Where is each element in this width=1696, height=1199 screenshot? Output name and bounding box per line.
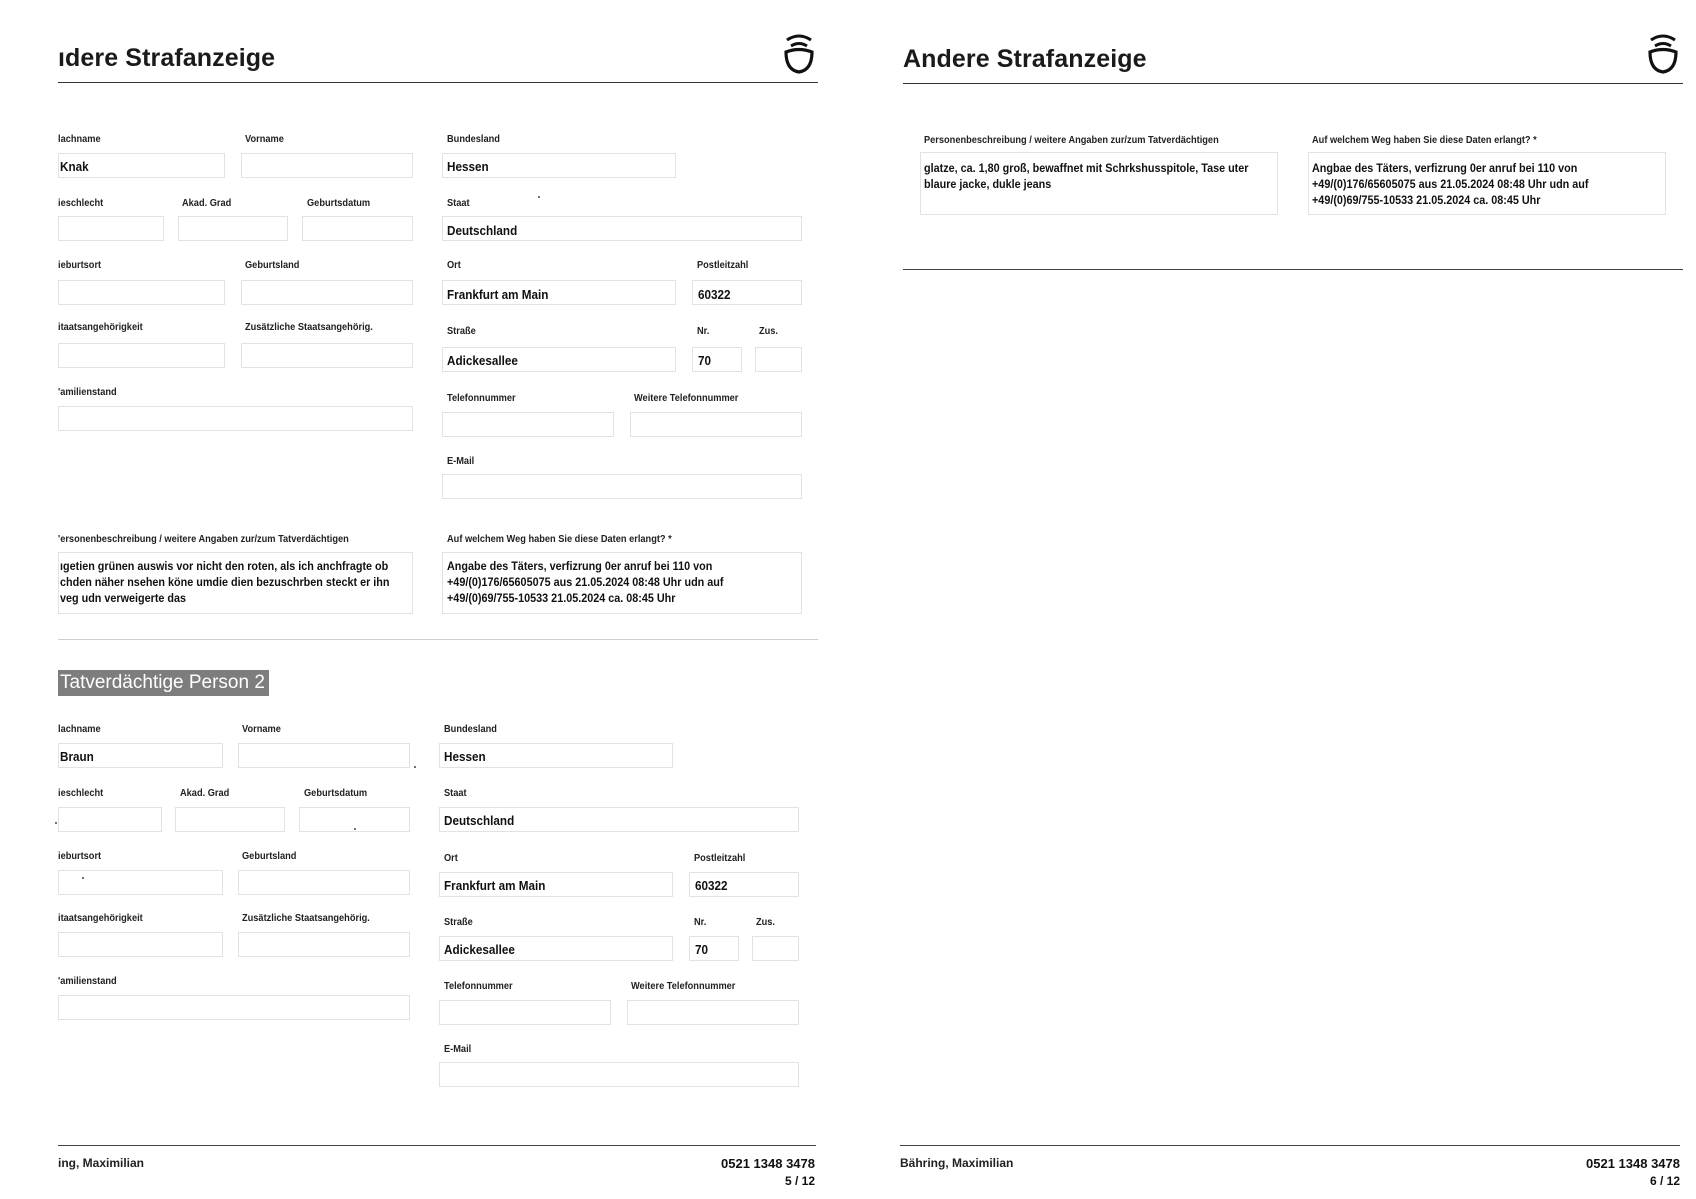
label-beschreibung: Personenbeschreibung / weitere Angaben zur/zum Tatverdächtigen xyxy=(924,134,1219,146)
label-email: E-Mail xyxy=(447,455,475,467)
label-staat: Staat xyxy=(444,787,467,799)
strasse-value: Adickesallee xyxy=(447,353,518,368)
footer-rule xyxy=(58,1145,816,1146)
datenweg-text: Angbae des Täters, verfizrung 0er anruf bei 110 von +49/(0)176/65605075 aus 21.05.2024 08:48 Uhr udn auf +49/(0)69/755-10533 21.05.2024 ca. 08:45 Uhr xyxy=(1312,161,1589,207)
label-nr: Nr. xyxy=(694,916,707,928)
label-weitere-telefon: Weitere Telefonnummer xyxy=(631,980,736,992)
label-geschlecht: ieschlecht xyxy=(58,197,104,209)
label-ort: Ort xyxy=(444,852,458,864)
scan-speck xyxy=(414,766,416,768)
label-zus: Zus. xyxy=(759,325,779,337)
telefon-field[interactable] xyxy=(442,412,614,437)
footer-phone-number: 0521 1348 3478 xyxy=(721,1156,815,1171)
beschreibung-text: ıgetien grünen auswis vor nicht den roten, als ich anchfragte ob chden näher nsehen köne umdie dien bezuschrben steckt er ihn veg udn verweigerte das xyxy=(60,559,390,605)
police-logo-icon xyxy=(1645,32,1681,74)
weitere-telefon-field[interactable] xyxy=(627,1000,799,1025)
document-page-5 xyxy=(0,0,830,1199)
label-postleitzahl: Postleitzahl xyxy=(694,852,746,864)
datenweg-text: Angabe des Täters, verfizrung 0er anruf bei 110 von +49/(0)176/65605075 aus 21.05.2024 08:48 Uhr udn auf +49/(0)69/755-10533 21.05.2024 ca. 08:45 Uhr xyxy=(447,559,724,605)
label-telefon: Telefonnummer xyxy=(447,392,516,404)
scan-speck xyxy=(354,828,356,830)
label-familienstand: 'amilienstand xyxy=(58,975,117,987)
geschlecht-field[interactable] xyxy=(58,807,162,832)
label-geburtsort: ieburtsort xyxy=(58,259,102,271)
label-familienstand: 'amilienstand xyxy=(58,386,117,398)
scan-speck xyxy=(55,822,57,824)
title-rule xyxy=(58,82,818,83)
section-separator xyxy=(903,269,1683,270)
label-bundesland: Bundesland xyxy=(444,723,497,735)
label-telefon: Telefonnummer xyxy=(444,980,513,992)
postleitzahl-value: 60322 xyxy=(695,878,728,893)
zus-field[interactable] xyxy=(752,936,799,961)
geburtsland-field[interactable] xyxy=(238,870,410,895)
footer-rule xyxy=(900,1145,1680,1146)
staatsangehoerigkeit-field[interactable] xyxy=(58,343,225,368)
bundesland-value: Hessen xyxy=(447,159,489,174)
label-strasse: Straße xyxy=(444,916,473,928)
ort-value: Frankfurt am Main xyxy=(447,287,549,302)
label-staat: Staat xyxy=(447,197,470,209)
label-strasse: Straße xyxy=(447,325,476,337)
label-datenweg: Auf welchem Weg haben Sie diese Daten erlangt? * xyxy=(447,533,672,545)
page-title: ıdere Strafanzeige xyxy=(58,44,276,72)
section-separator xyxy=(58,639,818,640)
label-geburtsland: Geburtsland xyxy=(242,850,297,862)
footer-page-number: 5 / 12 xyxy=(784,1174,815,1188)
label-postleitzahl: Postleitzahl xyxy=(697,259,749,271)
label-nr: Nr. xyxy=(697,325,710,337)
akad-grad-field[interactable] xyxy=(178,216,288,241)
geburtsdatum-field[interactable] xyxy=(302,216,413,241)
label-akad-grad: Akad. Grad xyxy=(180,787,230,799)
nachname-value: Braun xyxy=(60,749,94,764)
label-zus: Zus. xyxy=(756,916,776,928)
label-geburtsort: ieburtsort xyxy=(58,850,102,862)
page-title: Andere Strafanzeige xyxy=(903,45,1147,73)
nachname-value: Knak xyxy=(60,159,89,174)
zus-staatsangehoerigkeit-field[interactable] xyxy=(238,932,410,957)
label-vorname: Vorname xyxy=(242,723,281,735)
beschreibung-text: glatze, ca. 1,80 groß, bewaffnet mit Schrkshusspitole, Tase uter blaure jacke, dukle jeans xyxy=(924,161,1249,191)
footer-author-name: ing, Maximilian xyxy=(58,1156,145,1170)
police-logo-icon xyxy=(781,32,817,74)
label-ort: Ort xyxy=(447,259,461,271)
footer-author-name: Bähring, Maximilian xyxy=(900,1156,1014,1170)
geschlecht-field[interactable] xyxy=(58,216,164,241)
geburtsland-field[interactable] xyxy=(241,280,413,305)
label-zus-staatsangehoerigkeit: Zusätzliche Staatsangehörig. xyxy=(245,321,373,333)
label-email: E-Mail xyxy=(444,1043,472,1055)
label-beschreibung: 'ersonenbeschreibung / weitere Angaben zur/zum Tatverdächtigen xyxy=(58,533,349,545)
weitere-telefon-field[interactable] xyxy=(630,412,802,437)
footer-phone-number: 0521 1348 3478 xyxy=(1586,1156,1680,1171)
geburtsort-field[interactable] xyxy=(58,870,223,895)
familienstand-field[interactable] xyxy=(58,995,410,1020)
label-geschlecht: ieschlecht xyxy=(58,787,104,799)
staatsangehoerigkeit-field[interactable] xyxy=(58,932,223,957)
email-field[interactable] xyxy=(442,474,802,499)
label-bundesland: Bundesland xyxy=(447,133,500,145)
label-datenweg: Auf welchem Weg haben Sie diese Daten erlangt? * xyxy=(1312,134,1537,146)
label-geburtsdatum: Geburtsdatum xyxy=(304,787,368,799)
scan-speck xyxy=(82,877,84,879)
label-geburtsdatum: Geburtsdatum xyxy=(307,197,371,209)
document-page-6 xyxy=(880,0,1696,1199)
strasse-value: Adickesallee xyxy=(444,942,515,957)
footer-page-number: 6 / 12 xyxy=(1649,1174,1680,1188)
vorname-field[interactable] xyxy=(238,743,410,768)
label-staatsangehoerigkeit: itaatsangehörigkeit xyxy=(58,912,143,924)
geburtsort-field[interactable] xyxy=(58,280,225,305)
ort-value: Frankfurt am Main xyxy=(444,878,546,893)
zus-field[interactable] xyxy=(755,347,802,372)
zus-staatsangehoerigkeit-field[interactable] xyxy=(241,343,413,368)
label-akad-grad: Akad. Grad xyxy=(182,197,232,209)
postleitzahl-value: 60322 xyxy=(698,287,731,302)
bundesland-value: Hessen xyxy=(444,749,486,764)
akad-grad-field[interactable] xyxy=(175,807,285,832)
label-geburtsland: Geburtsland xyxy=(245,259,300,271)
email-field[interactable] xyxy=(439,1062,799,1087)
title-rule xyxy=(903,83,1683,84)
label-staatsangehoerigkeit: itaatsangehörigkeit xyxy=(58,321,143,333)
label-vorname: Vorname xyxy=(245,133,284,145)
label-nachname: lachname xyxy=(58,133,101,145)
vorname-field[interactable] xyxy=(241,153,413,178)
label-weitere-telefon: Weitere Telefonnummer xyxy=(634,392,739,404)
telefon-field[interactable] xyxy=(439,1000,611,1025)
staat-value: Deutschland xyxy=(444,813,515,828)
staat-value: Deutschland xyxy=(447,223,518,238)
label-zus-staatsangehoerigkeit: Zusätzliche Staatsangehörig. xyxy=(242,912,370,924)
nr-value: 70 xyxy=(695,942,709,957)
label-nachname: lachname xyxy=(58,723,101,735)
scan-speck xyxy=(538,196,540,198)
nr-value: 70 xyxy=(698,353,712,368)
section-heading-suspect-2: Tatverdächtige Person 2 xyxy=(58,670,269,696)
familienstand-field[interactable] xyxy=(58,406,413,431)
